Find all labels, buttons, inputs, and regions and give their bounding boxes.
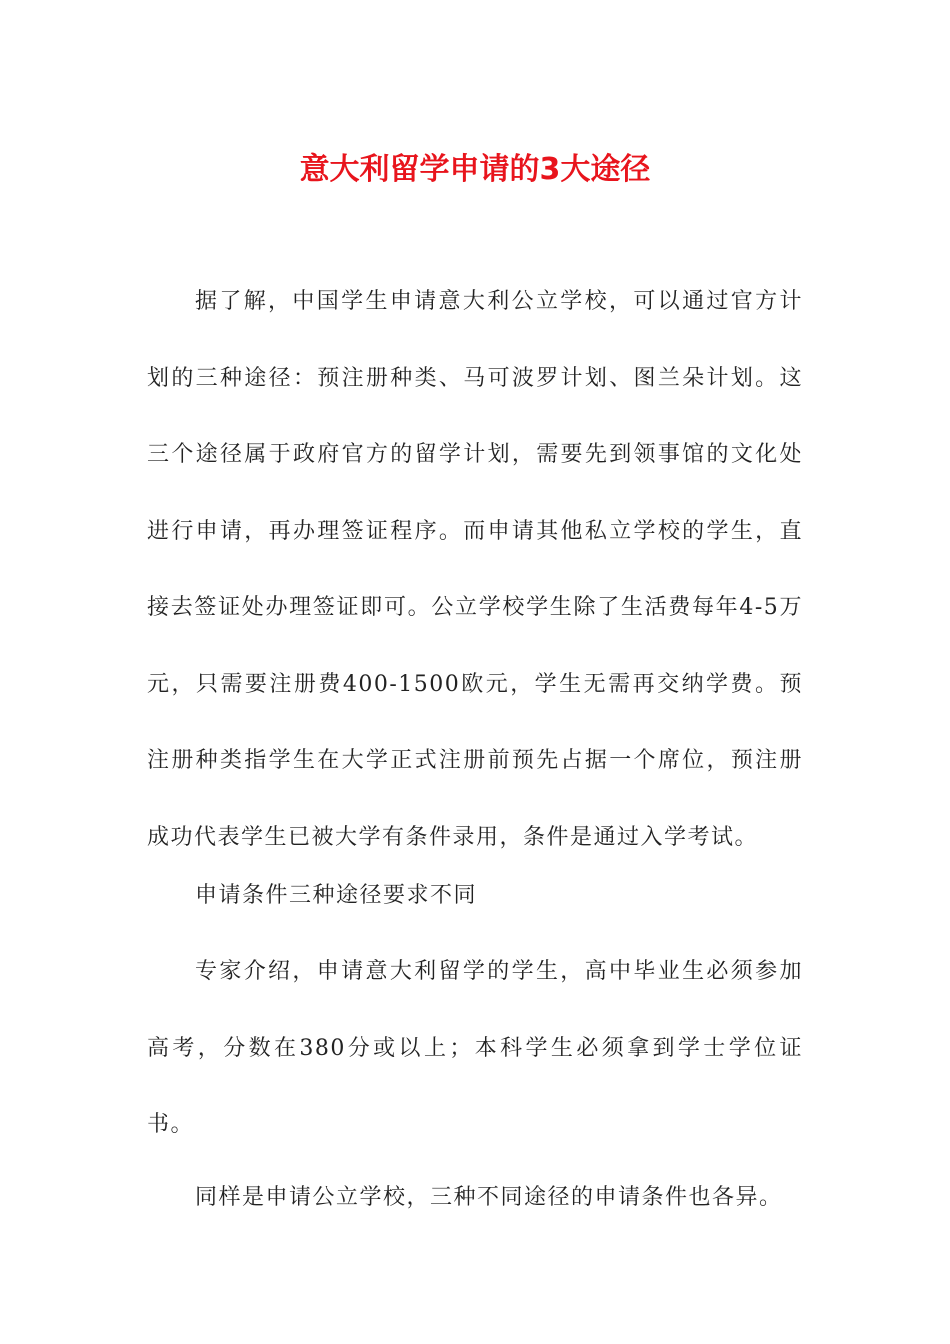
paragraph-conclusion: 同样是申请公立学校，三种不同途径的申请条件也各异。 [195, 1185, 783, 1210]
paragraph-requirements: 专家介绍，申请意大利留学的学生，高中毕业生必须参加高考，分数在380分或以上；本科学生必须拿到学士学位证书。 [147, 959, 803, 1137]
paragraph-subheading: 申请条件三种途径要求不同 [195, 883, 478, 908]
document-title: 意大利留学申请的3大途径 [299, 152, 651, 187]
paragraph-intro: 据了解，中国学生申请意大利公立学校，可以通过官方计划的三种途径：预注册种类、马可波罗计划、图兰朵计划。这三个途径属于政府官方的留学计划，需要先到领事馆的文化处进行申请，再办理签证程序。而申请其他私立学校的学生，直接去签证处办理签证即可。公立学校学生除了生活费每年4-5万元，只需要注册费400-1500欧元，学生无需再交纳学费。预注册种类指学生在大学正式注册前预先占据一个席位，预注册成功代表学生已被大学有条件录用，条件是通过入学考试。 [147, 289, 803, 850]
